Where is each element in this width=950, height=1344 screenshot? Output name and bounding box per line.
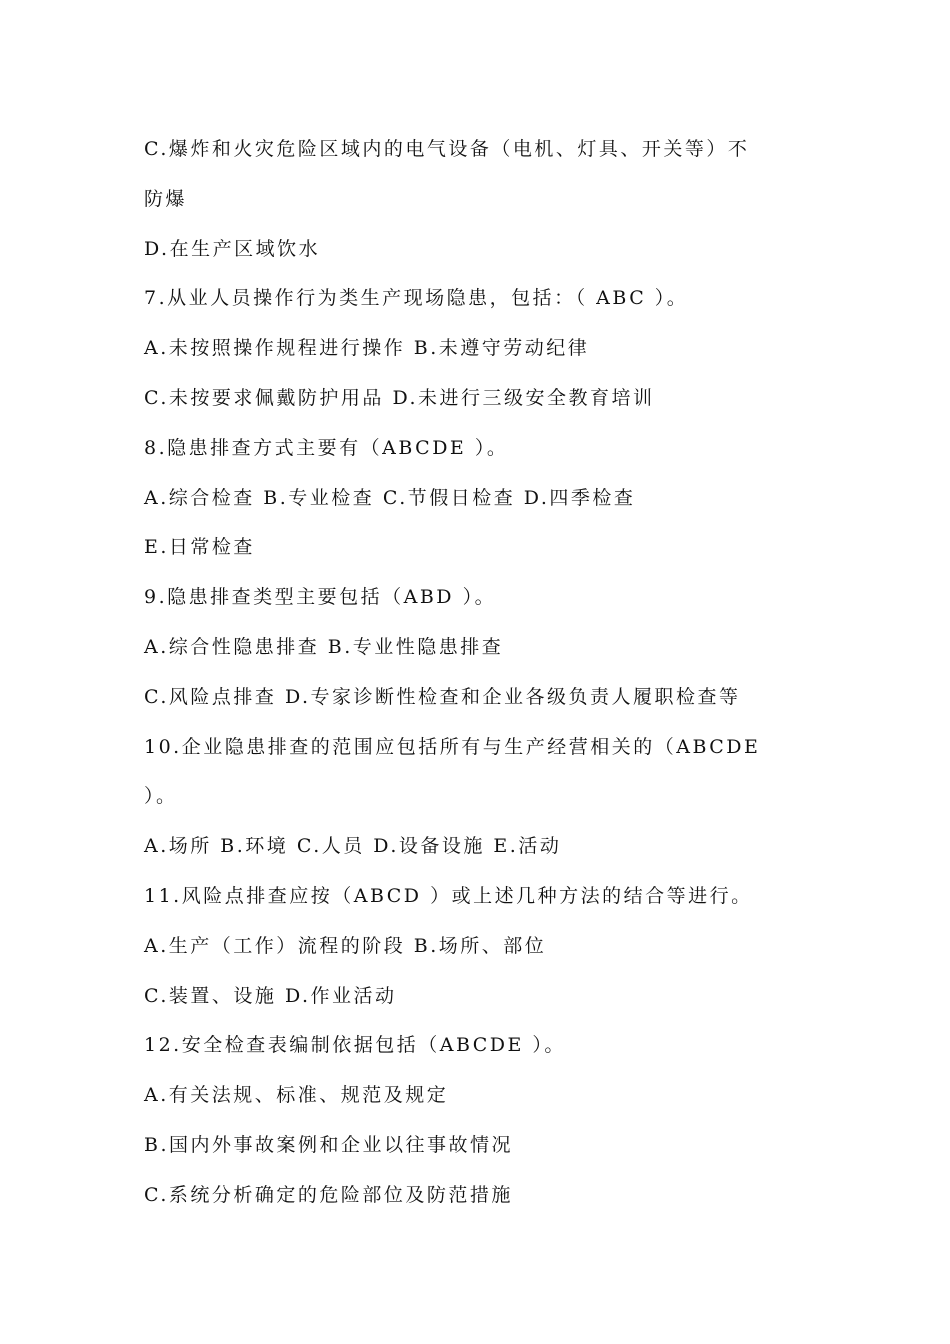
text-line: C.系统分析确定的危险部位及防范措施 — [144, 1183, 513, 1206]
question-11: 11.风险点排查应按（ABCD ）或上述几种方法的结合等进行。 — [144, 884, 753, 907]
text-line: C.装置、设施 D.作业活动 — [144, 984, 397, 1007]
question-8: 8.隐患排查方式主要有（ABCDE ）。 — [144, 436, 509, 459]
text-line: E.日常检查 — [144, 536, 255, 559]
text-line: C.风险点排查 D.专家诊断性检查和企业各级负责人履职检查等 — [144, 685, 741, 708]
question-10: 10.企业隐患排查的范围应包括所有与生产经营相关的（ABCDE — [144, 735, 761, 758]
text-line: C.爆炸和火灾危险区域内的电气设备（电机、灯具、开关等）不 — [144, 138, 750, 160]
text-line: A.综合性隐患排查 B.专业性隐患排查 — [144, 635, 504, 658]
text-line: B.国内外事故案例和企业以往事故情况 — [144, 1133, 514, 1156]
text-line: A.综合检查 B.专业检查 C.节假日检查 D.四季检查 — [144, 486, 636, 509]
question-12: 12.安全检查表编制依据包括（ABCDE ）。 — [144, 1034, 566, 1057]
text-line: ）。 — [144, 785, 178, 808]
question-9: 9.隐患排查类型主要包括（ABD ）。 — [144, 586, 497, 609]
text-line: 防爆 — [144, 187, 188, 210]
text-line: A.有关法规、标准、规范及规定 — [144, 1084, 449, 1107]
text-line: A.场所 B.环境 C.人员 D.设备设施 E.活动 — [144, 835, 562, 858]
document-body — [144, 125, 824, 1221]
text-line: D.在生产区域饮水 — [144, 237, 321, 260]
text-line: C.未按要求佩戴防护用品 D.未进行三级安全教育培训 — [144, 386, 655, 409]
question-7: 7.从业人员操作行为类生产现场隐患，包括：（ ABC ）。 — [144, 287, 689, 310]
text-line: A.生产（工作）流程的阶段 B.场所、部位 — [144, 934, 547, 957]
text-line: A.未按照操作规程进行操作 B.未遵守劳动纪律 — [144, 337, 590, 360]
